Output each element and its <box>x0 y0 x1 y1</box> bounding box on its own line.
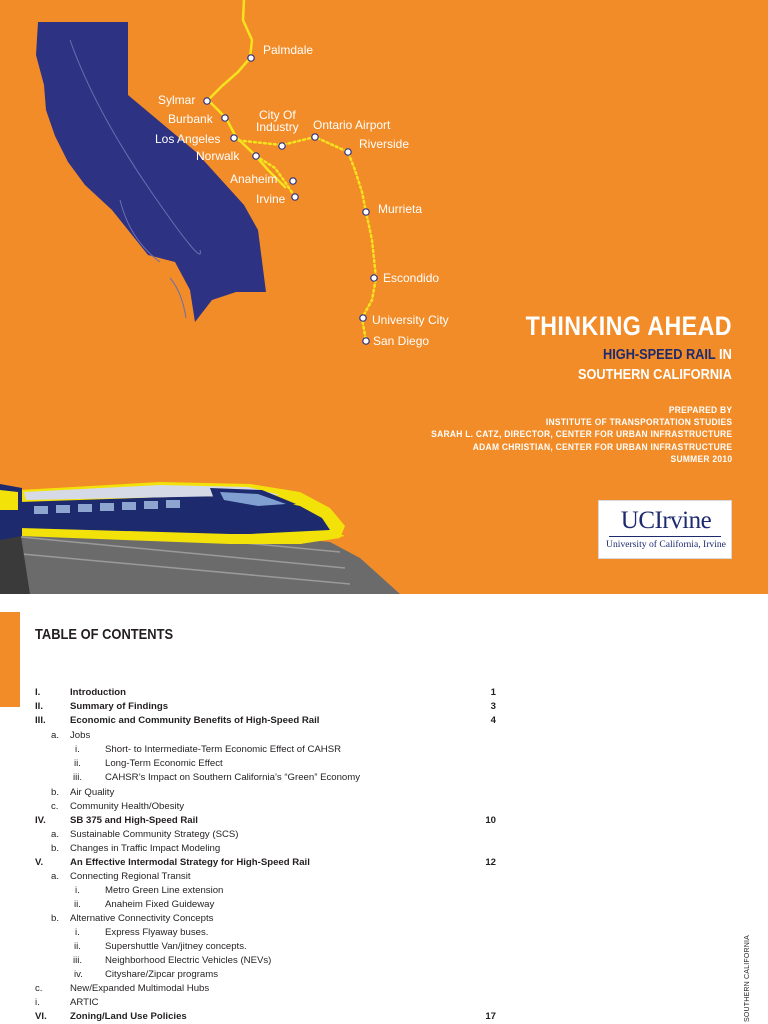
toc-entry-number: ii. <box>74 758 81 769</box>
cover-title: THINKING AHEAD <box>525 311 732 341</box>
station-label-sylmar: Sylmar <box>158 93 196 107</box>
toc-entry-number: a. <box>51 829 60 840</box>
toc-entry-number: ii. <box>74 941 81 952</box>
toc-entry <box>0 884 520 897</box>
toc-entry-page: 3 <box>490 701 496 712</box>
toc-entry <box>0 700 520 713</box>
toc-entry <box>0 912 520 925</box>
toc-entry <box>0 870 520 883</box>
toc-entry-title: Sustainable Community Strategy (SCS) <box>70 829 239 840</box>
station-label-ontario-airport: Ontario Airport <box>313 118 391 132</box>
station-label-city-of: City Of <box>259 108 296 122</box>
toc-entry-title: Short- to Intermediate-Term Economic Effect of CAHSR <box>105 744 342 755</box>
toc-entry <box>0 940 520 953</box>
toc-entry-number: IV. <box>35 815 46 826</box>
toc-entry <box>0 771 520 784</box>
toc-entry-title: Air Quality <box>70 787 115 798</box>
credits-line: SARAH L. CATZ, DIRECTOR, CENTER FOR URBAN INFRASTRUCTURE <box>430 429 732 440</box>
toc-entry <box>0 898 520 911</box>
toc-entry-number: i. <box>75 885 80 896</box>
toc-entry-number: c. <box>35 983 43 994</box>
station-label-anaheim: Anaheim <box>230 172 278 186</box>
logo-subtitle: University of California, Irvine <box>606 539 726 550</box>
toc-entry-title: Cityshare/Zipcar programs <box>105 969 219 980</box>
logo-divider <box>609 536 721 537</box>
station-label-norwalk: Norwalk <box>196 149 240 163</box>
toc-entry <box>0 743 520 756</box>
credits-line: INSTITUTE OF TRANSPORTATION STUDIES <box>545 417 732 428</box>
toc-heading: TABLE OF CONTENTS <box>35 626 174 643</box>
credits-line: PREPARED BY <box>668 405 732 415</box>
toc-entry-number: iii. <box>73 955 83 966</box>
toc-entry-title: Supershuttle Van/jitney concepts. <box>105 941 247 952</box>
toc-entry <box>0 686 520 699</box>
toc-entry <box>0 856 520 869</box>
toc-entry-number: iv. <box>74 969 83 980</box>
toc-entry-title: Metro Green Line extension <box>105 885 224 896</box>
station-label-riverside: Riverside <box>359 137 410 151</box>
toc-entry <box>0 814 520 827</box>
toc-entry <box>0 828 520 841</box>
station-label-irvine: Irvine <box>256 192 286 206</box>
toc-entry-number: b. <box>51 787 60 798</box>
toc-entry-title: Jobs <box>70 730 91 741</box>
toc-entry-title: Introduction <box>70 687 126 698</box>
station-label-los-angeles: Los Angeles <box>155 132 221 146</box>
toc-entry-number: b. <box>51 843 60 854</box>
toc-entry <box>0 996 520 1009</box>
station-label-palmdale: Palmdale <box>263 43 314 57</box>
toc-entry <box>0 968 520 981</box>
toc-entry-title: Connecting Regional Transit <box>70 871 191 882</box>
uc-irvine-logo <box>598 500 732 559</box>
toc-entry-title: Express Flyaway buses. <box>105 927 209 938</box>
station-label-escondido: Escondido <box>383 271 440 285</box>
toc-entry <box>0 954 520 967</box>
toc-entry-number: iii. <box>73 772 83 783</box>
toc-entry-page: 10 <box>485 815 496 826</box>
toc-entry <box>0 926 520 939</box>
cover-subtitle <box>578 345 732 385</box>
credits-line: ADAM CHRISTIAN, CENTER FOR URBAN INFRASTRUCTURE <box>472 441 732 452</box>
toc-entry-number: i. <box>35 997 40 1008</box>
subtitle-line-2: SOUTHERN CALIFORNIA <box>578 367 732 383</box>
toc-entry-title: Economic and Community Benefits of High-Speed Rail <box>70 715 320 726</box>
side-running-label: SOUTHERN CALIFORNIA <box>744 934 751 1022</box>
toc-entry-title: Anaheim Fixed Guideway <box>105 899 215 910</box>
toc-entry-title: New/Expanded Multimodal Hubs <box>70 983 210 994</box>
toc-entry-number: i. <box>75 744 80 755</box>
toc-entry-number: b. <box>51 913 60 924</box>
toc-entry-number: II. <box>35 701 43 712</box>
toc-entry-title: CAHSR’s Impact on Southern California’s “Green” Economy <box>105 772 361 783</box>
toc-entry-page: 1 <box>490 687 496 698</box>
station-label-university-city: University City <box>372 313 449 327</box>
toc-entry <box>0 842 520 855</box>
toc-entry-title: Community Health/Obesity <box>70 801 185 812</box>
station-label-san-diego: San Diego <box>373 334 430 348</box>
toc-entry <box>0 757 520 770</box>
station-label-murrieta: Murrieta <box>378 202 423 216</box>
toc-entry-number: c. <box>51 801 59 812</box>
toc-entry-title: Zoning/Land Use Policies <box>70 1011 187 1022</box>
logo-wordmark: UCIrvine <box>620 507 712 534</box>
toc-entry-title: Neighborhood Electric Vehicles (NEVs) <box>105 955 272 966</box>
toc-entry <box>0 729 520 742</box>
station-label-industry: Industry <box>256 120 299 134</box>
toc-entry-title: ARTIC <box>70 997 99 1008</box>
toc-entry-number: VI. <box>35 1011 47 1022</box>
toc-entry-number: III. <box>35 715 46 726</box>
station-label-burbank: Burbank <box>168 112 213 126</box>
credits-line: SUMMER 2010 <box>670 453 732 464</box>
toc-entry-title: An Effective Intermodal Strategy for High-Speed Rail <box>70 857 310 868</box>
toc-entry <box>0 1010 520 1023</box>
toc-entry-number: a. <box>51 730 60 741</box>
subtitle-highlight: HIGH-SPEED RAIL <box>603 347 716 363</box>
toc-entry-title: Alternative Connectivity Concepts <box>70 913 214 924</box>
toc-entry-number: i. <box>75 927 80 938</box>
toc-entry-number: ii. <box>74 899 81 910</box>
toc-entry-page: 17 <box>485 1011 496 1022</box>
toc-entry-title: Summary of Findings <box>70 701 169 712</box>
toc-entry-number: I. <box>35 687 41 698</box>
toc-entry <box>0 714 520 727</box>
toc-entry-title: SB 375 and High-Speed Rail <box>70 815 198 826</box>
toc-entry-title: Changes in Traffic Impact Modeling <box>70 843 221 854</box>
toc-entry-number: a. <box>51 871 60 882</box>
toc-entry-number: V. <box>35 857 44 868</box>
toc-entry-page: 4 <box>490 715 496 726</box>
toc-entry-title: Long-Term Economic Effect <box>105 758 223 769</box>
toc-entry <box>0 786 520 799</box>
toc-entry <box>0 800 520 813</box>
toc-entry-page: 12 <box>485 857 496 868</box>
toc-entry <box>0 982 520 995</box>
subtitle-rest: IN <box>715 347 732 363</box>
